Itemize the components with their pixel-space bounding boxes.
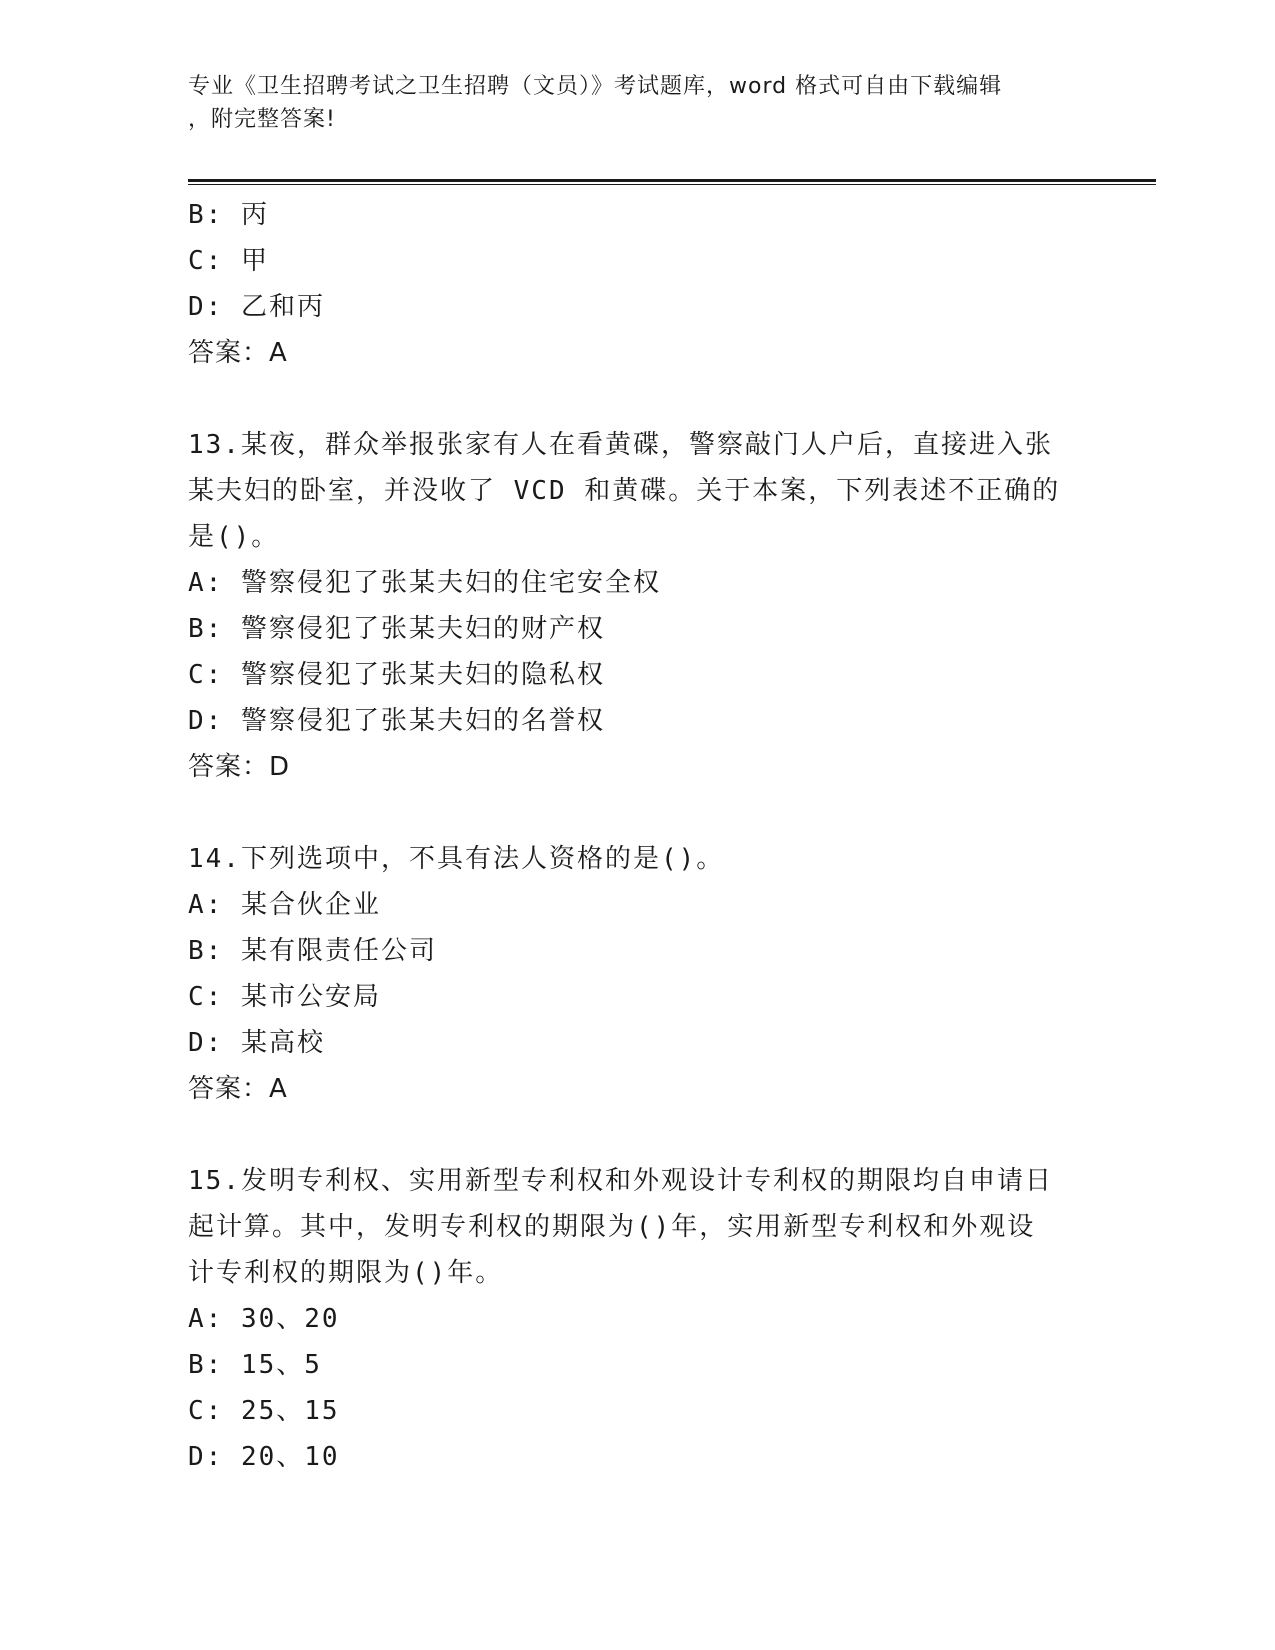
- option-line: A: 30、20: [188, 1304, 340, 1334]
- header-rule-thick: [188, 179, 1156, 182]
- question-stem-line: 某夫妇的卧室，并没收了 VCD 和黄碟。关于本案，下列表述不正确的: [188, 476, 1061, 506]
- option-line: D: 20、10: [188, 1442, 340, 1472]
- option-line: B: 某有限责任公司: [188, 936, 437, 966]
- option-line: B: 15、5: [188, 1350, 322, 1380]
- question-15: [188, 1158, 1088, 1480]
- question-stem-line: 14.下列选项中，不具有法人资格的是()。: [188, 844, 725, 874]
- question-14: [188, 836, 1088, 1112]
- question-stem-line: 是()。: [188, 522, 280, 552]
- question-stem-line: 15.发明专利权、实用新型专利权和外观设计专利权的期限均自申请日: [188, 1166, 1053, 1196]
- option-line: A: 警察侵犯了张某夫妇的住宅安全权: [188, 568, 661, 598]
- question-content: [188, 192, 1088, 1480]
- spacer: [188, 790, 1088, 836]
- header-line-1: 专业《卫生招聘考试之卫生招聘（文员）》考试题库，word 格式可自由下载编辑: [188, 74, 1003, 99]
- option-line: C: 警察侵犯了张某夫妇的隐私权: [188, 660, 605, 690]
- header-line-2: ，附完整答案!: [188, 107, 336, 132]
- document-header: [188, 70, 1068, 136]
- option-line: C: 某市公安局: [188, 982, 381, 1012]
- option-line: D: 警察侵犯了张某夫妇的名誉权: [188, 706, 605, 736]
- answer-line: 答案：A: [188, 338, 288, 368]
- answer-line: 答案：A: [188, 1074, 288, 1104]
- option-line: B: 丙: [188, 200, 269, 230]
- option-line: D: 某高校: [188, 1028, 325, 1058]
- spacer: [188, 1112, 1088, 1158]
- question-stem-line: 计专利权的期限为()年。: [188, 1258, 504, 1288]
- option-line: B: 警察侵犯了张某夫妇的财产权: [188, 614, 605, 644]
- answer-line: 答案：D: [188, 752, 291, 782]
- header-rule-thin: [188, 184, 1156, 185]
- question-13: [188, 422, 1088, 790]
- question-stem-line: 13.某夜，群众举报张家有人在看黄碟，警察敲门人户后，直接进入张: [188, 430, 1053, 460]
- option-line: C: 甲: [188, 246, 269, 276]
- option-line: C: 25、15: [188, 1396, 340, 1426]
- option-line: A: 某合伙企业: [188, 890, 381, 920]
- question-stem-line: 起计算。其中，发明专利权的期限为()年，实用新型专利权和外观设: [188, 1212, 1036, 1242]
- spacer: [188, 376, 1088, 422]
- option-line: D: 乙和丙: [188, 292, 325, 322]
